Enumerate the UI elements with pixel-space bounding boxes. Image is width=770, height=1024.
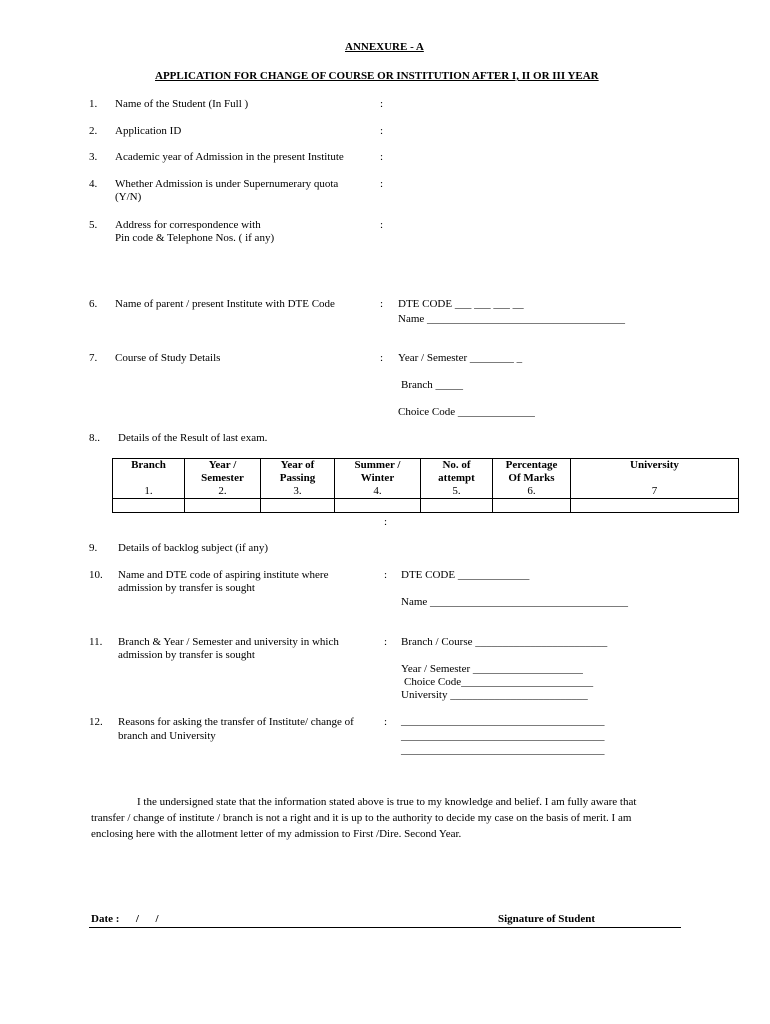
aspiring-institute-label-line2: admission by transfer is sought [118, 582, 255, 594]
transfer-reasons-label: Reasons for asking the transfer of Institute/ change of [118, 716, 354, 728]
header-university: University [571, 459, 739, 486]
colon: : [380, 178, 384, 190]
application-id-label: Application ID [115, 125, 182, 137]
table-cell-percentage[interactable] [493, 499, 571, 513]
item-number: 11. [89, 636, 103, 648]
header-year-of-passing: Year of Passing [261, 459, 335, 486]
item-number: 7. [89, 352, 98, 364]
column-number: 7 [571, 485, 739, 499]
item-number: 12. [89, 716, 103, 728]
colon: : [380, 98, 384, 110]
last-exam-results-table [112, 458, 739, 513]
item-number: 5. [89, 219, 98, 231]
address-label: Address for correspondence with [115, 219, 261, 231]
table-cell-summer-winter[interactable] [335, 499, 421, 513]
table-cell-branch[interactable] [113, 499, 185, 513]
supernumerary-quota-label-line2: (Y/N) [115, 191, 142, 203]
item-number: 9. [89, 542, 98, 554]
colon: : [384, 636, 388, 648]
present-institute-name-field[interactable]: Name ____________________________________ [398, 313, 626, 325]
column-number: 2. [185, 485, 261, 499]
address-label-line2: Pin code & Telephone Nos. ( if any) [115, 232, 275, 244]
table-cell-attempts[interactable] [421, 499, 493, 513]
colon: : [380, 151, 384, 163]
colon: : [384, 516, 388, 528]
footer-rule [89, 927, 681, 928]
declaration-line: I the undersigned state that the information stated above is true to my knowledge and belief. I am fully aware that [137, 796, 637, 808]
transfer-branch-label: Branch & Year / Semester and university in which [118, 636, 339, 648]
present-institute-label: Name of parent / present Institute with DTE Code [115, 298, 335, 310]
header-branch: Branch [113, 459, 185, 486]
transfer-university-field[interactable]: University _________________________ [401, 689, 588, 701]
table-row [113, 499, 739, 513]
aspiring-institute-name-field[interactable]: Name ____________________________________ [401, 596, 629, 608]
colon: : [380, 125, 384, 137]
student-name-label: Name of the Student (In Full ) [115, 98, 249, 110]
header-percentage-of-marks: Percentage Of Marks [493, 459, 571, 486]
admission-year-label: Academic year of Admission in the present Institute [115, 151, 344, 163]
signature-label: Signature of Student [498, 913, 595, 925]
colon: : [380, 298, 384, 310]
branch-field[interactable]: Branch _____ [401, 379, 464, 391]
column-number: 5. [421, 485, 493, 499]
item-number: 3. [89, 151, 98, 163]
year-semester-field[interactable]: Year / Semester ________ _ [398, 352, 523, 364]
item-number: 8.. [89, 432, 100, 444]
form-title: APPLICATION FOR CHANGE OF COURSE OR INSTITUTION AFTER I, II OR III YEAR [155, 70, 599, 82]
table-cell-year-semester[interactable] [185, 499, 261, 513]
reason-line[interactable]: _____________________________________ [401, 730, 605, 742]
last-exam-result-label: Details of the Result of last exam. [118, 432, 268, 444]
header-summer-winter: Summer / Winter [335, 459, 421, 486]
item-number: 4. [89, 178, 98, 190]
transfer-branch-course-field[interactable]: Branch / Course ________________________ [401, 636, 608, 648]
reason-line[interactable]: _____________________________________ [401, 744, 605, 756]
column-number: 6. [493, 485, 571, 499]
item-number: 2. [89, 125, 98, 137]
declaration-line: enclosing here with the allotment letter of my admission to First /Dire. Second Year. [91, 828, 462, 840]
present-dte-code-field[interactable]: DTE CODE ___ ___ ___ __ [398, 298, 524, 310]
table-cell-university[interactable] [571, 499, 739, 513]
item-number: 1. [89, 98, 98, 110]
declaration-line: transfer / change of institute / branch is not a right and it is up to the authority to decide my case on the basis of merit. I am [91, 812, 632, 824]
date-field[interactable]: Date : / / [91, 913, 159, 925]
aspiring-dte-code-field[interactable]: DTE CODE _____________ [401, 569, 530, 581]
colon: : [384, 569, 388, 581]
column-number: 4. [335, 485, 421, 499]
header-year-semester: Year / Semester [185, 459, 261, 486]
choice-code-field[interactable]: Choice Code ______________ [398, 406, 535, 418]
backlog-subject-label: Details of backlog subject (if any) [118, 542, 268, 554]
supernumerary-quota-label: Whether Admission is under Supernumerary quota [115, 178, 339, 190]
header-no-of-attempt: No. of attempt [421, 459, 493, 486]
column-number: 3. [261, 485, 335, 499]
colon: : [380, 219, 384, 231]
table-cell-year-of-passing[interactable] [261, 499, 335, 513]
reason-line[interactable]: _____________________________________ [401, 715, 605, 727]
item-number: 6. [89, 298, 98, 310]
transfer-reasons-label-line2: branch and University [118, 730, 216, 742]
column-number: 1. [113, 485, 185, 499]
colon: : [384, 716, 388, 728]
aspiring-institute-label: Name and DTE code of aspiring institute where [118, 569, 329, 581]
annexure-heading: ANNEXURE - A [345, 41, 424, 53]
course-details-label: Course of Study Details [115, 352, 221, 364]
transfer-year-semester-field[interactable]: Year / Semester ____________________ [401, 663, 583, 675]
transfer-branch-label-line2: admission by transfer is sought [118, 649, 255, 661]
item-number: 10. [89, 569, 103, 581]
colon: : [380, 352, 384, 364]
transfer-choice-code-field[interactable]: Choice Code________________________ [404, 676, 594, 688]
